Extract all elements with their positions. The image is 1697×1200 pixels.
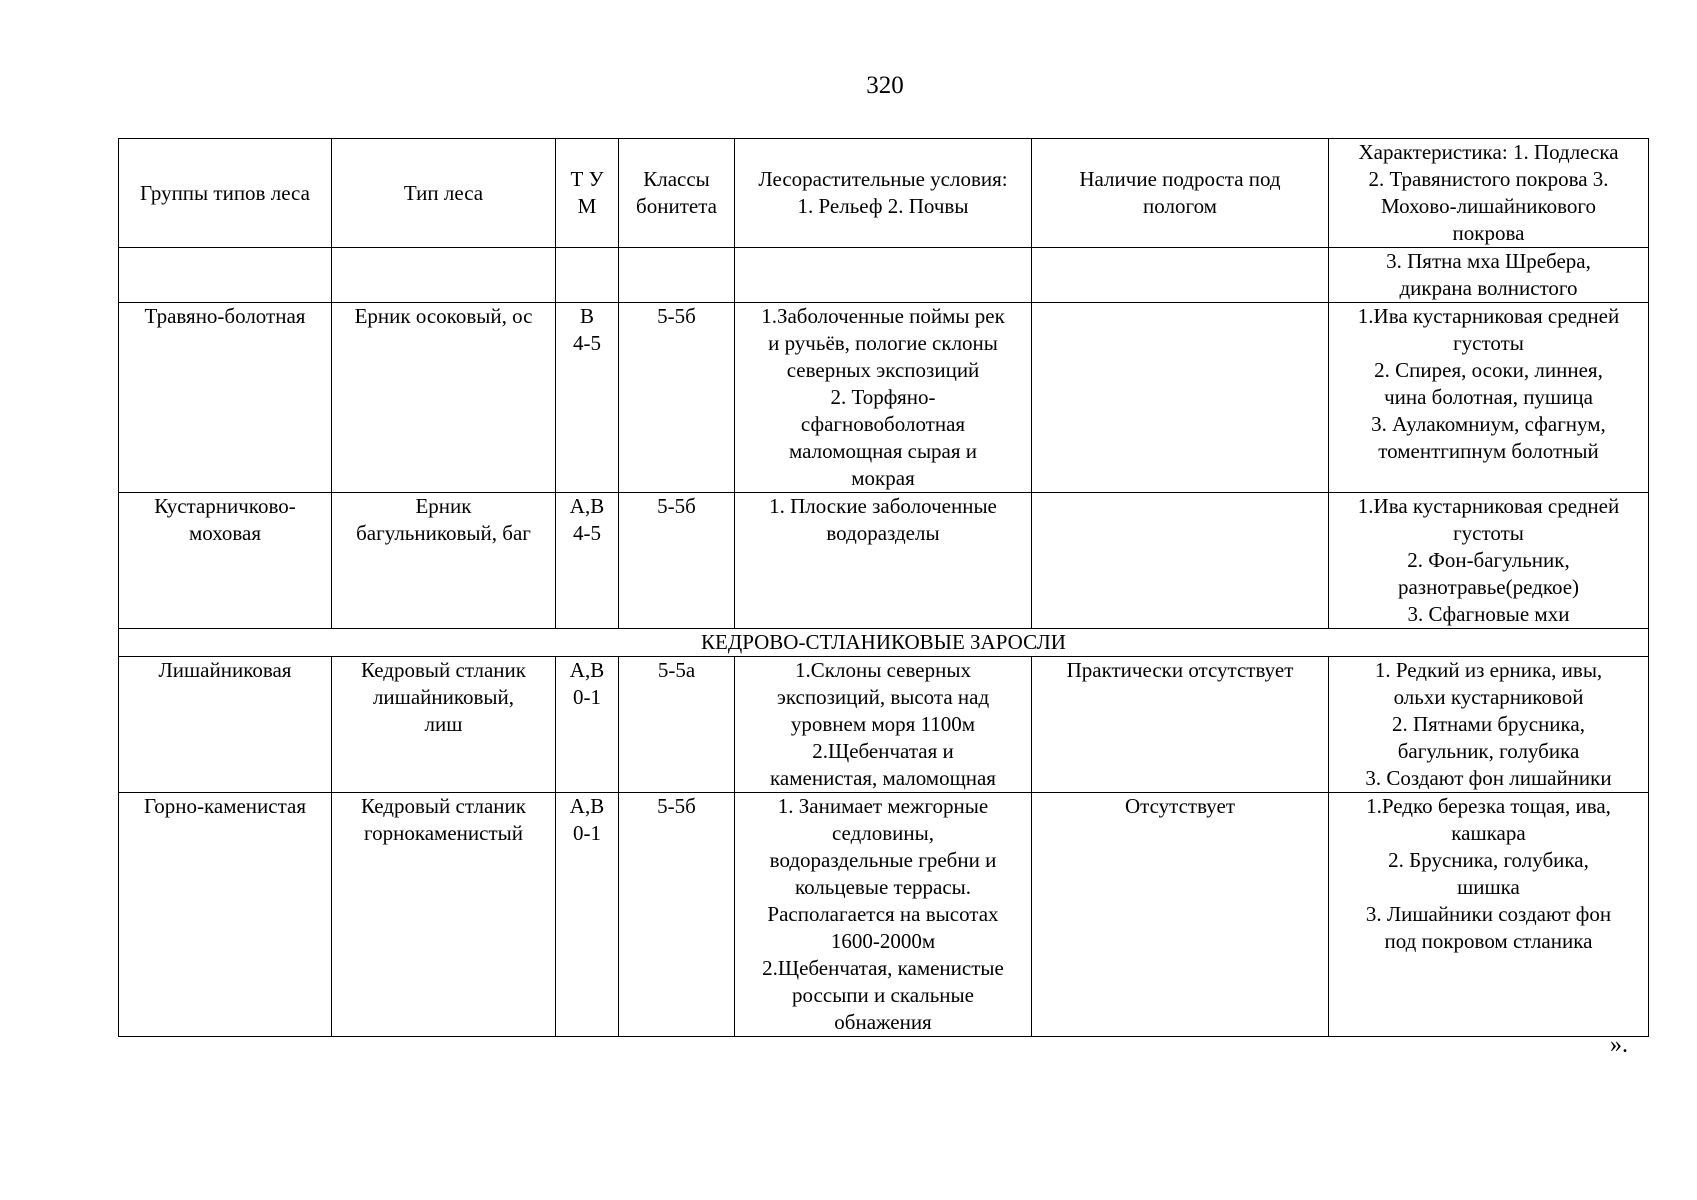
tum-cell: В 4-5 [556,303,619,493]
forest-group-cell: Травяно-болотная [119,303,332,493]
header-site-class: Классы бонитета [619,139,735,248]
header-growing-conditions: Лесорастительные условия: 1. Рельеф 2. Почвы [735,139,1032,248]
characteristics-cell: 1. Редкий из ерника, ивы, ольхи кустарниковой 2. Пятнами брусника, багульник, голубика 3. Создают фон лишайники [1329,657,1649,793]
page-number: 320 [866,72,904,99]
conditions-cell: 1. Занимает межгорные седловины, водораздельные гребни и кольцевые террасы. Располагается на высотах 1600-2000м 2.Щебенчатая, каменистые россыпи и скальные обнажения [735,793,1032,1037]
conditions-cell: 1.Склоны северных экспозиций, высота над уровнем моря 1100м 2.Щебенчатая и каменистая, маломощная [735,657,1032,793]
undergrowth-cell [1032,493,1329,629]
table-cell [1032,248,1329,303]
table-cell [332,248,556,303]
section-row [119,629,1649,657]
forest-type-cell: Кедровый стланик лишайниковый, лиш [332,657,556,793]
table-row [119,793,1649,1037]
forest-types-table [118,138,1649,1037]
conditions-cell: 1. Плоские заболоченные водоразделы [735,493,1032,629]
forest-type-cell: Кедровый стланик горнокаменистый [332,793,556,1037]
forest-group-cell: Лишайниковая [119,657,332,793]
continuation-row [119,248,1649,303]
site-class-cell: 5-5б [619,493,735,629]
header-forest-type: Тип леса [332,139,556,248]
table-row [119,493,1649,629]
conditions-cell: 1.Заболоченные поймы рек и ручьёв, пологие склоны северных экспозиций 2. Торфяно- сфагновоболотная маломощная сырая и мокрая [735,303,1032,493]
characteristics-cell: 1.Ива кустарниковая средней густоты 2. Фон-багульник, разнотравье(редкое) 3. Сфагновые мхи [1329,493,1649,629]
table-row [119,657,1649,793]
tum-cell: А,В 4-5 [556,493,619,629]
site-class-cell: 5-5б [619,793,735,1037]
header-characteristics: Характеристика: 1. Подлеска 2. Травянистого покрова 3. Мохово-лишайникового покрова [1329,139,1649,248]
site-class-cell: 5-5б [619,303,735,493]
forest-type-cell: Ерник осоковый, ос [332,303,556,493]
forest-group-cell: Кустарничково- моховая [119,493,332,629]
table-cell [119,248,332,303]
forest-type-cell: Ерник багульниковый, баг [332,493,556,629]
table-cell [735,248,1032,303]
undergrowth-cell: Отсутствует [1032,793,1329,1037]
undergrowth-cell: Практически отсутствует [1032,657,1329,793]
header-row [119,139,1649,248]
header-undergrowth: Наличие подроста под пологом [1032,139,1329,248]
table-cell [556,248,619,303]
undergrowth-cell [1032,303,1329,493]
closing-quote-mark: ». [1610,1032,1628,1058]
table-row [119,303,1649,493]
site-class-cell: 5-5а [619,657,735,793]
characteristics-cell: 1.Редко березка тощая, ива, кашкара 2. Брусника, голубика, шишка 3. Лишайники создают фон под покровом стланика [1329,793,1649,1037]
table-cell [619,248,735,303]
forest-group-cell: Горно-каменистая [119,793,332,1037]
header-tum: Т У М [556,139,619,248]
tum-cell: А,В 0-1 [556,793,619,1037]
table-cell: 3. Пятна мха Шребера, дикрана волнистого [1329,248,1649,303]
header-forest-group: Группы типов леса [119,139,332,248]
characteristics-cell: 1.Ива кустарниковая средней густоты 2. Спирея, осоки, линнея, чина болотная, пушица 3. Аулакомниум, сфагнум, томентгипнум болотный [1329,303,1649,493]
tum-cell: А,В 0-1 [556,657,619,793]
section-title: КЕДРОВО-СТЛАНИКОВЫЕ ЗАРОСЛИ [119,629,1649,657]
